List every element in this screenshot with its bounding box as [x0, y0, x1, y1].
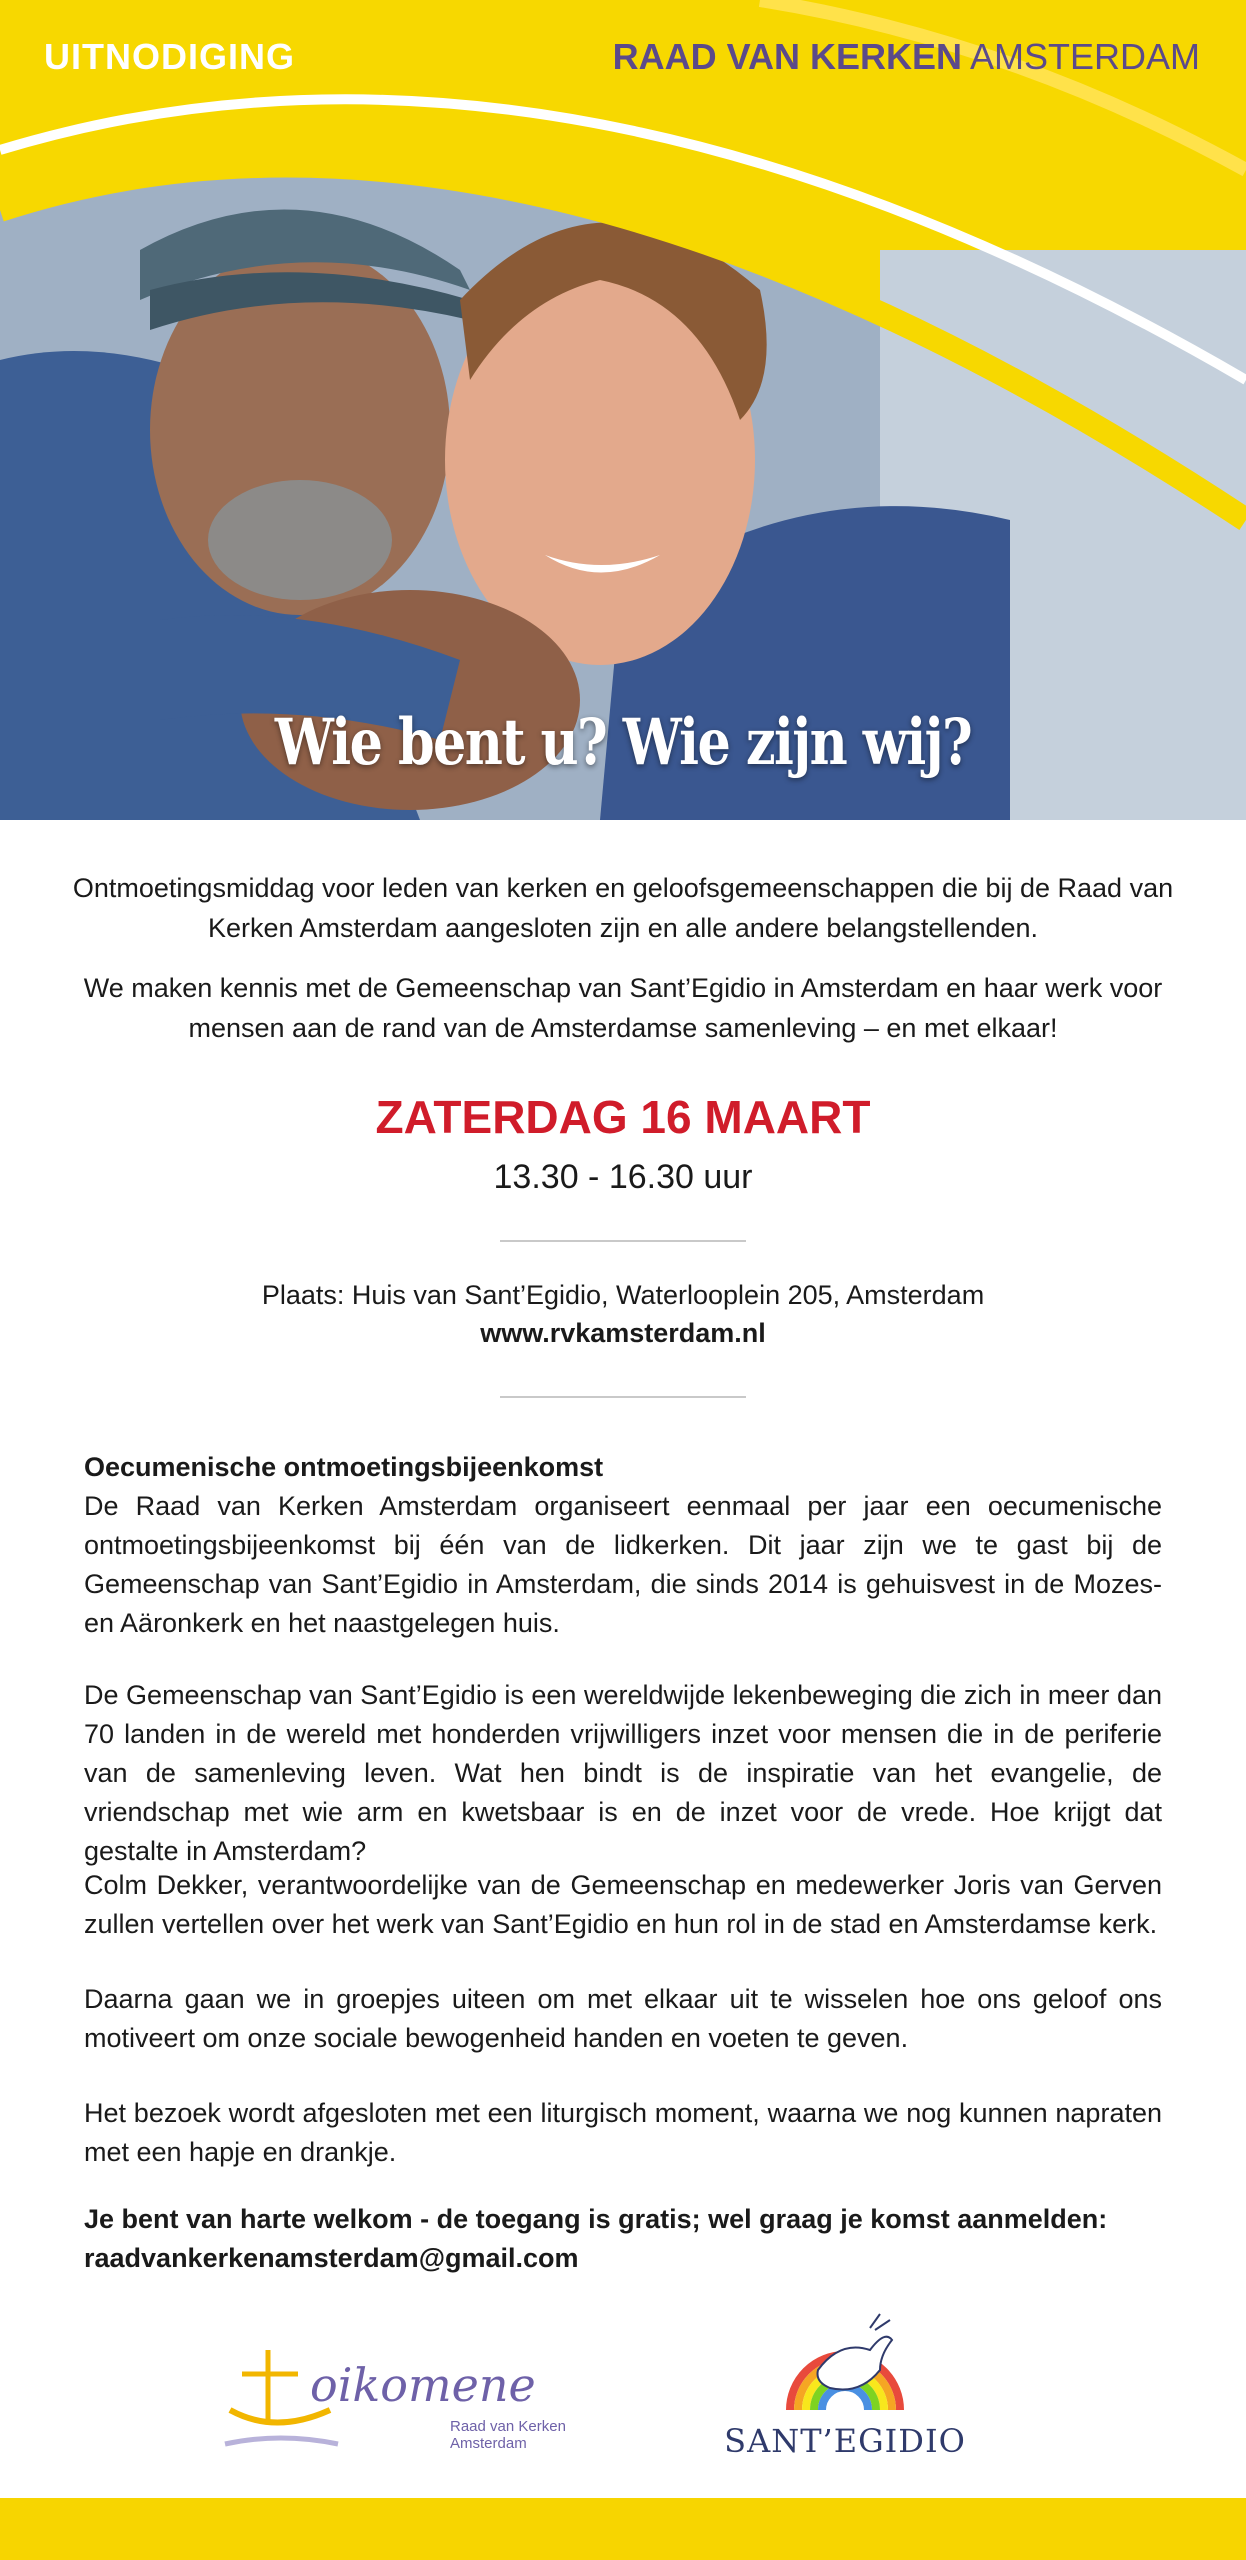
welcome-text: Je bent van harte welkom - de toegang is gratis; wel graag je komst aanmelden:	[84, 2204, 1108, 2234]
header-background	[0, 0, 1246, 820]
santegidio-wordmark: SANT’EGIDIO	[724, 2422, 966, 2460]
body-paragraph-1: De Raad van Kerken Amsterdam organiseert eenmaal per jaar een oecumenische ontmoetingsbijeenkomst bij één van de lidkerken. Dit jaar zijn we te gast bij de Gemeenschap van Sant’Egidio in Amsterdam, die sinds 2014 is gehuisvest in de Mozes- en Aäronkerk en het naastgelegen huis.	[84, 1491, 1162, 1638]
website-link[interactable]: www.rvkamsterdam.nl	[480, 1318, 766, 1348]
body-section-1	[84, 1448, 1162, 1643]
body-paragraph-4: Daarna gaan we in groepjes uiteen om met elkaar uit te wisselen hoe ons geloof ons motiveert om onze sociale bewogenheid handen en voeten te geven.	[84, 1984, 1162, 2053]
event-place: Plaats: Huis van Sant’Egidio, Waterlooplein 205, Amsterdam	[261, 1280, 985, 1310]
organization-name	[613, 36, 1200, 78]
body-paragraph-3: Colm Dekker, verantwoordelijke van de Gemeenschap en medewerker Joris van Gerven zullen vertellen over het werk van Sant’Egidio en hun rol in de stad en Amsterdamse kerk.	[84, 1870, 1162, 1939]
organization-name-light: AMSTERDAM	[969, 36, 1200, 77]
event-date: ZATERDAG 16 MAART	[375, 1091, 871, 1143]
footer-band	[0, 2498, 1246, 2560]
dove-rainbow-icon	[720, 2310, 970, 2420]
oikomene-logo	[220, 2340, 640, 2460]
event-time: 13.30 - 16.30 uur	[493, 1158, 753, 1196]
contact-email[interactable]: raadvankerkenamsterdam@gmail.com	[84, 2243, 579, 2273]
divider-bottom	[500, 1396, 746, 1398]
oikomene-subtitle: Raad van Kerken Amsterdam	[450, 2418, 566, 2452]
headline: Wie bent u? Wie zijn wij?	[274, 705, 972, 780]
header-banner	[0, 0, 1246, 820]
invitation-label: UITNODIGING	[44, 36, 295, 77]
santegidio-logo	[720, 2310, 970, 2470]
section-title: Oecumenische ontmoetingsbijeenkomst	[84, 1452, 604, 1482]
body-paragraph-2: De Gemeenschap van Sant’Egidio is een wereldwijde lekenbeweging die zich in meer dan 70 landen in de wereld met honderden vrijwilligers inzet voor mensen die in de periferie van de samenleving leven. Wat hen bindt is de inspiratie van het evangelie, de vriendschap met wie arm en kwetsbaar is en de inzet voor de vrede. Hoe krijgt dat gestalte in Amsterdam?	[84, 1680, 1162, 1866]
oikomene-wordmark: oikomene	[310, 2358, 536, 2412]
organization-name-bold: RAAD VAN KERKEN	[612, 36, 962, 77]
intro-paragraph-2: We maken kennis met de Gemeenschap van Sant’Egidio in Amsterdam en haar werk voor mensen aan de rand van de Amsterdamse samenleving – en met elkaar!	[83, 973, 1163, 1043]
welcome-block	[84, 2200, 1162, 2278]
intro-paragraph-1: Ontmoetingsmiddag voor leden van kerken en geloofsgemeenschappen die bij de Raad van Kerken Amsterdam aangesloten zijn en alle andere belangstellenden.	[72, 873, 1174, 943]
divider-top	[500, 1240, 746, 1242]
body-paragraph-5: Het bezoek wordt afgesloten met een liturgisch moment, waarna we nog kunnen napraten met een hapje en drankje.	[84, 2098, 1162, 2167]
